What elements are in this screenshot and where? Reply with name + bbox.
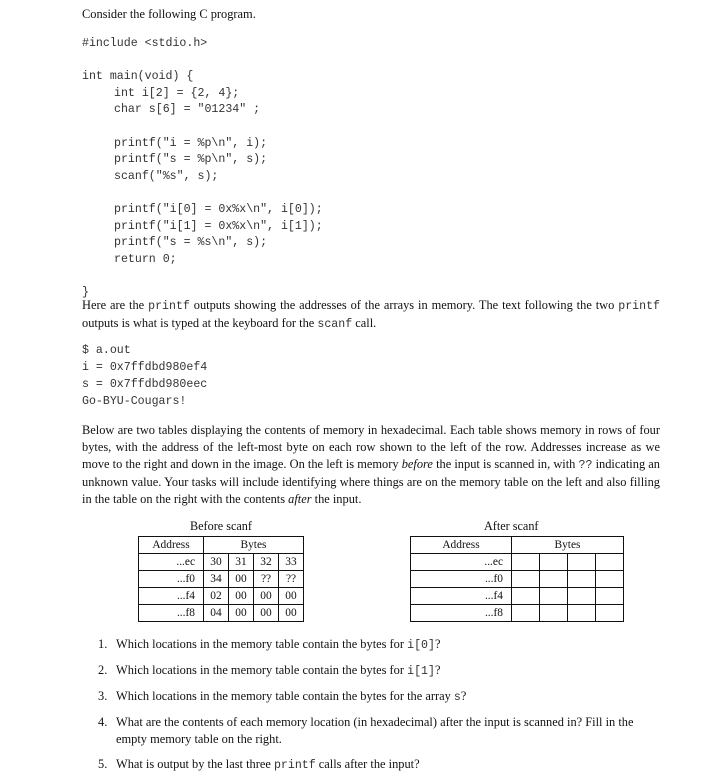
memory-byte: 33 (279, 554, 304, 571)
bytes-header: Bytes (512, 537, 624, 554)
memory-byte-blank[interactable] (568, 605, 596, 622)
memory-row (139, 571, 304, 588)
memory-row (411, 571, 624, 588)
memory-byte-blank[interactable] (512, 605, 540, 622)
question-text: What is output by the last three (116, 757, 274, 771)
address-header: Address (139, 537, 204, 554)
memory-byte-blank[interactable] (540, 588, 568, 605)
code-scanf: scanf (317, 318, 353, 331)
question-number: 3. (98, 689, 108, 703)
question-text-end: ? (434, 637, 441, 651)
code-line: printf("s = %p\n", s); (114, 153, 268, 167)
memory-byte: 31 (229, 554, 254, 571)
emphasis-before: before (401, 457, 433, 471)
question-item (82, 662, 660, 680)
question-item (82, 756, 660, 774)
question-text: Which locations in the memory table contain the bytes for (116, 663, 408, 677)
question-item (82, 714, 660, 748)
memory-byte: 00 (229, 605, 254, 622)
question-item (82, 636, 660, 654)
memory-byte-blank[interactable] (568, 554, 596, 571)
memory-byte-blank[interactable] (568, 571, 596, 588)
memory-table-before (138, 536, 304, 622)
memory-row (139, 588, 304, 605)
question-item (82, 688, 660, 706)
after-table-caption: After scanf (484, 519, 539, 533)
memory-byte-blank[interactable] (540, 571, 568, 588)
code-line: scanf("%s", s); (114, 169, 219, 183)
memory-address: ...f0 (139, 571, 204, 588)
memory-byte-blank[interactable] (540, 554, 568, 571)
question-number: 5. (98, 757, 108, 771)
bytes-header: Bytes (204, 537, 304, 554)
memory-byte-blank[interactable] (540, 605, 568, 622)
memory-address: ...f8 (411, 605, 512, 622)
code-line: char s[6] = "01234" ; (114, 103, 261, 117)
terminal-line: Go-BYU-Cougars! (82, 395, 187, 408)
memory-byte: 00 (254, 605, 279, 622)
code-line: return 0; (114, 252, 177, 266)
memory-byte: 00 (254, 588, 279, 605)
memory-row (139, 605, 304, 622)
memory-byte: 00 (279, 588, 304, 605)
memory-explanation: Below are two tables displaying the contents of memory in hexadecimal. Each table shows memory in rows of four bytes, with the address of the left-most byte on each row shown to the left of the row. Addresses increase as we move to the right and down in the image. On the left is memory before the input is scanned in, with ?? indicating an unknown value. Your tasks will include identifying where things are on the memory table on the left and also filling in the table on the right with the contents after the input. (82, 423, 660, 506)
memory-row (411, 605, 624, 622)
question-text-end: ? (460, 689, 467, 703)
question-code: i[0] (407, 639, 435, 652)
memory-byte: 02 (204, 588, 229, 605)
question-number: 2. (98, 663, 108, 677)
question-code: printf (273, 759, 316, 772)
code-printf: printf (618, 300, 660, 313)
memory-address: ...f4 (139, 588, 204, 605)
memory-byte-blank[interactable] (596, 588, 624, 605)
memory-address: ...ec (139, 554, 204, 571)
code-line: printf("i = %p\n", i); (114, 136, 268, 150)
question-text: What are the contents of each memory location (in hexadecimal) after the input is scanned in? Fill in the empty memory table on the right. (116, 715, 634, 746)
code-line: #include <stdio.h> (82, 37, 208, 50)
c-program-listing (82, 36, 642, 299)
printf-explanation: Here are the printf outputs showing the addresses of the arrays in memory. The text following the two printf outputs is what is typed at the keyboard for the scanf call. (82, 298, 660, 331)
code-unknown-marker: ?? (578, 459, 593, 472)
code-line: int main(void) { (82, 70, 194, 84)
code-line: printf("i[1] = 0x%x\n", i[1]); (114, 219, 323, 233)
memory-byte-blank[interactable] (596, 554, 624, 571)
memory-byte: 34 (204, 571, 229, 588)
terminal-line: i = 0x7ffdbd980ef4 (82, 361, 208, 374)
memory-byte: 30 (204, 554, 229, 571)
code-line: printf("s = %s\n", s); (114, 236, 268, 250)
question-code: i[1] (407, 665, 435, 678)
memory-address: ...f8 (139, 605, 204, 622)
question-code: s (453, 691, 461, 704)
memory-byte: 04 (204, 605, 229, 622)
code-line: } (82, 286, 89, 299)
memory-byte-blank[interactable] (512, 571, 540, 588)
code-line: printf("i[0] = 0x%x\n", i[0]); (114, 203, 323, 216)
question-list (82, 636, 660, 782)
code-line: int i[2] = {2, 4}; (114, 86, 240, 100)
before-table-caption: Before scanf (190, 519, 252, 533)
memory-byte: 00 (229, 588, 254, 605)
memory-byte: ?? (279, 571, 304, 588)
memory-byte: 00 (229, 571, 254, 588)
memory-byte-blank[interactable] (568, 588, 596, 605)
memory-table-after (410, 536, 624, 622)
memory-row (411, 554, 624, 571)
memory-byte-blank[interactable] (596, 605, 624, 622)
memory-byte: 00 (279, 605, 304, 622)
memory-byte-blank[interactable] (512, 554, 540, 571)
question-text-end: calls after the input? (315, 757, 420, 771)
memory-address: ...ec (411, 554, 512, 571)
terminal-output (82, 343, 382, 413)
terminal-line: s = 0x7ffdbd980eec (82, 378, 208, 391)
memory-address: ...f0 (411, 571, 512, 588)
memory-address: ...f4 (411, 588, 512, 605)
question-text: Which locations in the memory table contain the bytes for the array (116, 689, 454, 703)
question-number: 1. (98, 637, 108, 651)
question-text: Which locations in the memory table contain the bytes for (116, 637, 408, 651)
intro-text: Consider the following C program. (82, 7, 256, 21)
address-header: Address (411, 537, 512, 554)
memory-row (139, 554, 304, 571)
memory-byte: 32 (254, 554, 279, 571)
emphasis-after: after (288, 492, 312, 506)
terminal-line: $ a.out (82, 344, 131, 357)
memory-byte: ?? (254, 571, 279, 588)
memory-row (411, 588, 624, 605)
question-number: 4. (98, 715, 108, 729)
memory-byte-blank[interactable] (512, 588, 540, 605)
question-text-end: ? (434, 663, 441, 677)
code-printf: printf (148, 300, 190, 313)
memory-byte-blank[interactable] (596, 571, 624, 588)
